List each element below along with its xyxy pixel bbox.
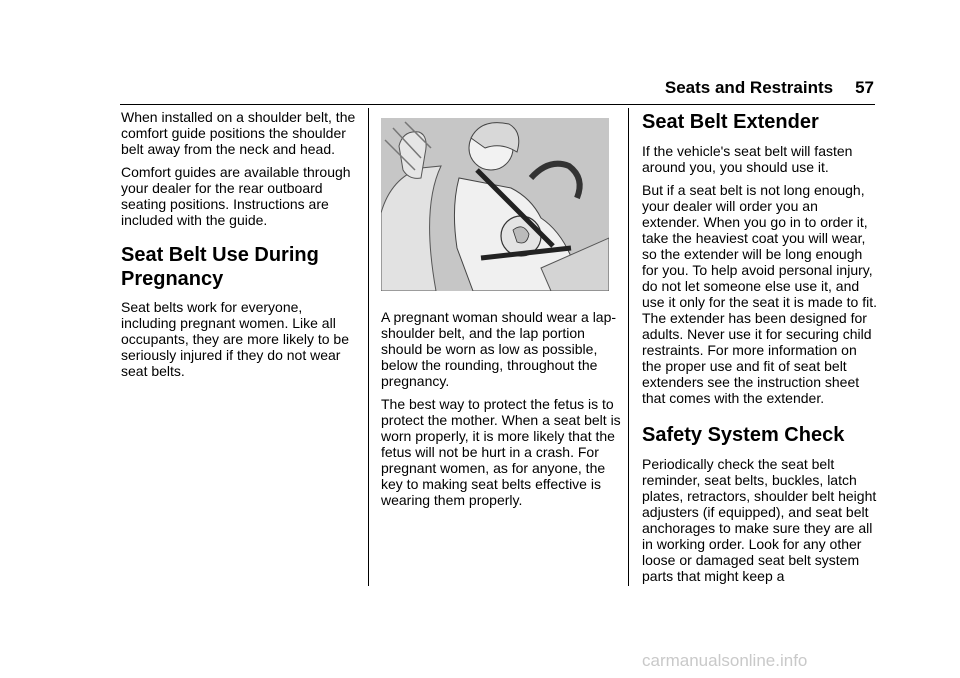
extender-intro-paragraph: If the vehicle's seat belt will fasten around you, you should use it.	[642, 143, 853, 175]
comfort-guide-paragraph: When installed on a shoulder belt, the comfort guide positions the shoulder belt away from the neck and head.	[121, 109, 356, 157]
column-2	[381, 118, 621, 515]
pregnant-woman-seat-belt-illustration	[381, 118, 609, 291]
section-title: Seats and Restraints	[664, 78, 834, 97]
column-divider-2	[628, 108, 629, 586]
safety-check-heading: Safety System Check	[642, 424, 845, 446]
pregnancy-heading: Seat Belt Use During Pregnancy	[121, 244, 319, 290]
column-divider-1	[368, 108, 369, 586]
extender-detail-paragraph: But if a seat belt is not long enough, your dealer will order you an extender. When you go in to order it, take the heaviest coat you will wear, so the extender will be long enough for you. To help avoid personal injury, do not let someone else use it, and use it only for the seat it is made to fit. The extender has been designed for adults. Never use it for securing child restraints. For more information on the proper use and fit of seat belt extenders see the instruction sheet that comes with the extender.	[642, 182, 877, 406]
protect-fetus-paragraph: The best way to protect the fetus is to protect the mother. When a seat belt is worn properly, it is more likely that the fetus will not be hurt in a crash. For pregnant women, as for anyone, the key to making seat belts effective is wearing them properly.	[381, 396, 621, 508]
lap-belt-paragraph: A pregnant woman should wear a lap-shoulder belt, and the lap portion should be worn as low as possible, below the rounding, throughout the pregnancy.	[381, 309, 617, 389]
column-1	[121, 109, 357, 386]
watermark: carmanualsonline.info	[642, 651, 808, 670]
pregnancy-intro-paragraph: Seat belts work for everyone, including pregnant women. Like all occupants, they are more likely to be seriously injured if they do not wear seat belts.	[121, 299, 350, 379]
extender-heading: Seat Belt Extender	[642, 111, 819, 133]
column-3	[642, 109, 878, 591]
comfort-guide-availability-paragraph: Comfort guides are available through your dealer for the rear outboard seating positions. Instructions are included with the guide.	[121, 164, 351, 228]
header-rule	[120, 104, 875, 105]
page-header	[665, 78, 874, 98]
page-number: 57	[855, 78, 874, 97]
safety-check-paragraph: Periodically check the seat belt reminder, seat belts, buckles, latch plates, retractors, shoulder belt height adjusters (if equipped), and seat belt anchorages to make sure they are all in working order. Look for any other loose or damaged seat belt system parts that might keep a	[642, 456, 877, 584]
